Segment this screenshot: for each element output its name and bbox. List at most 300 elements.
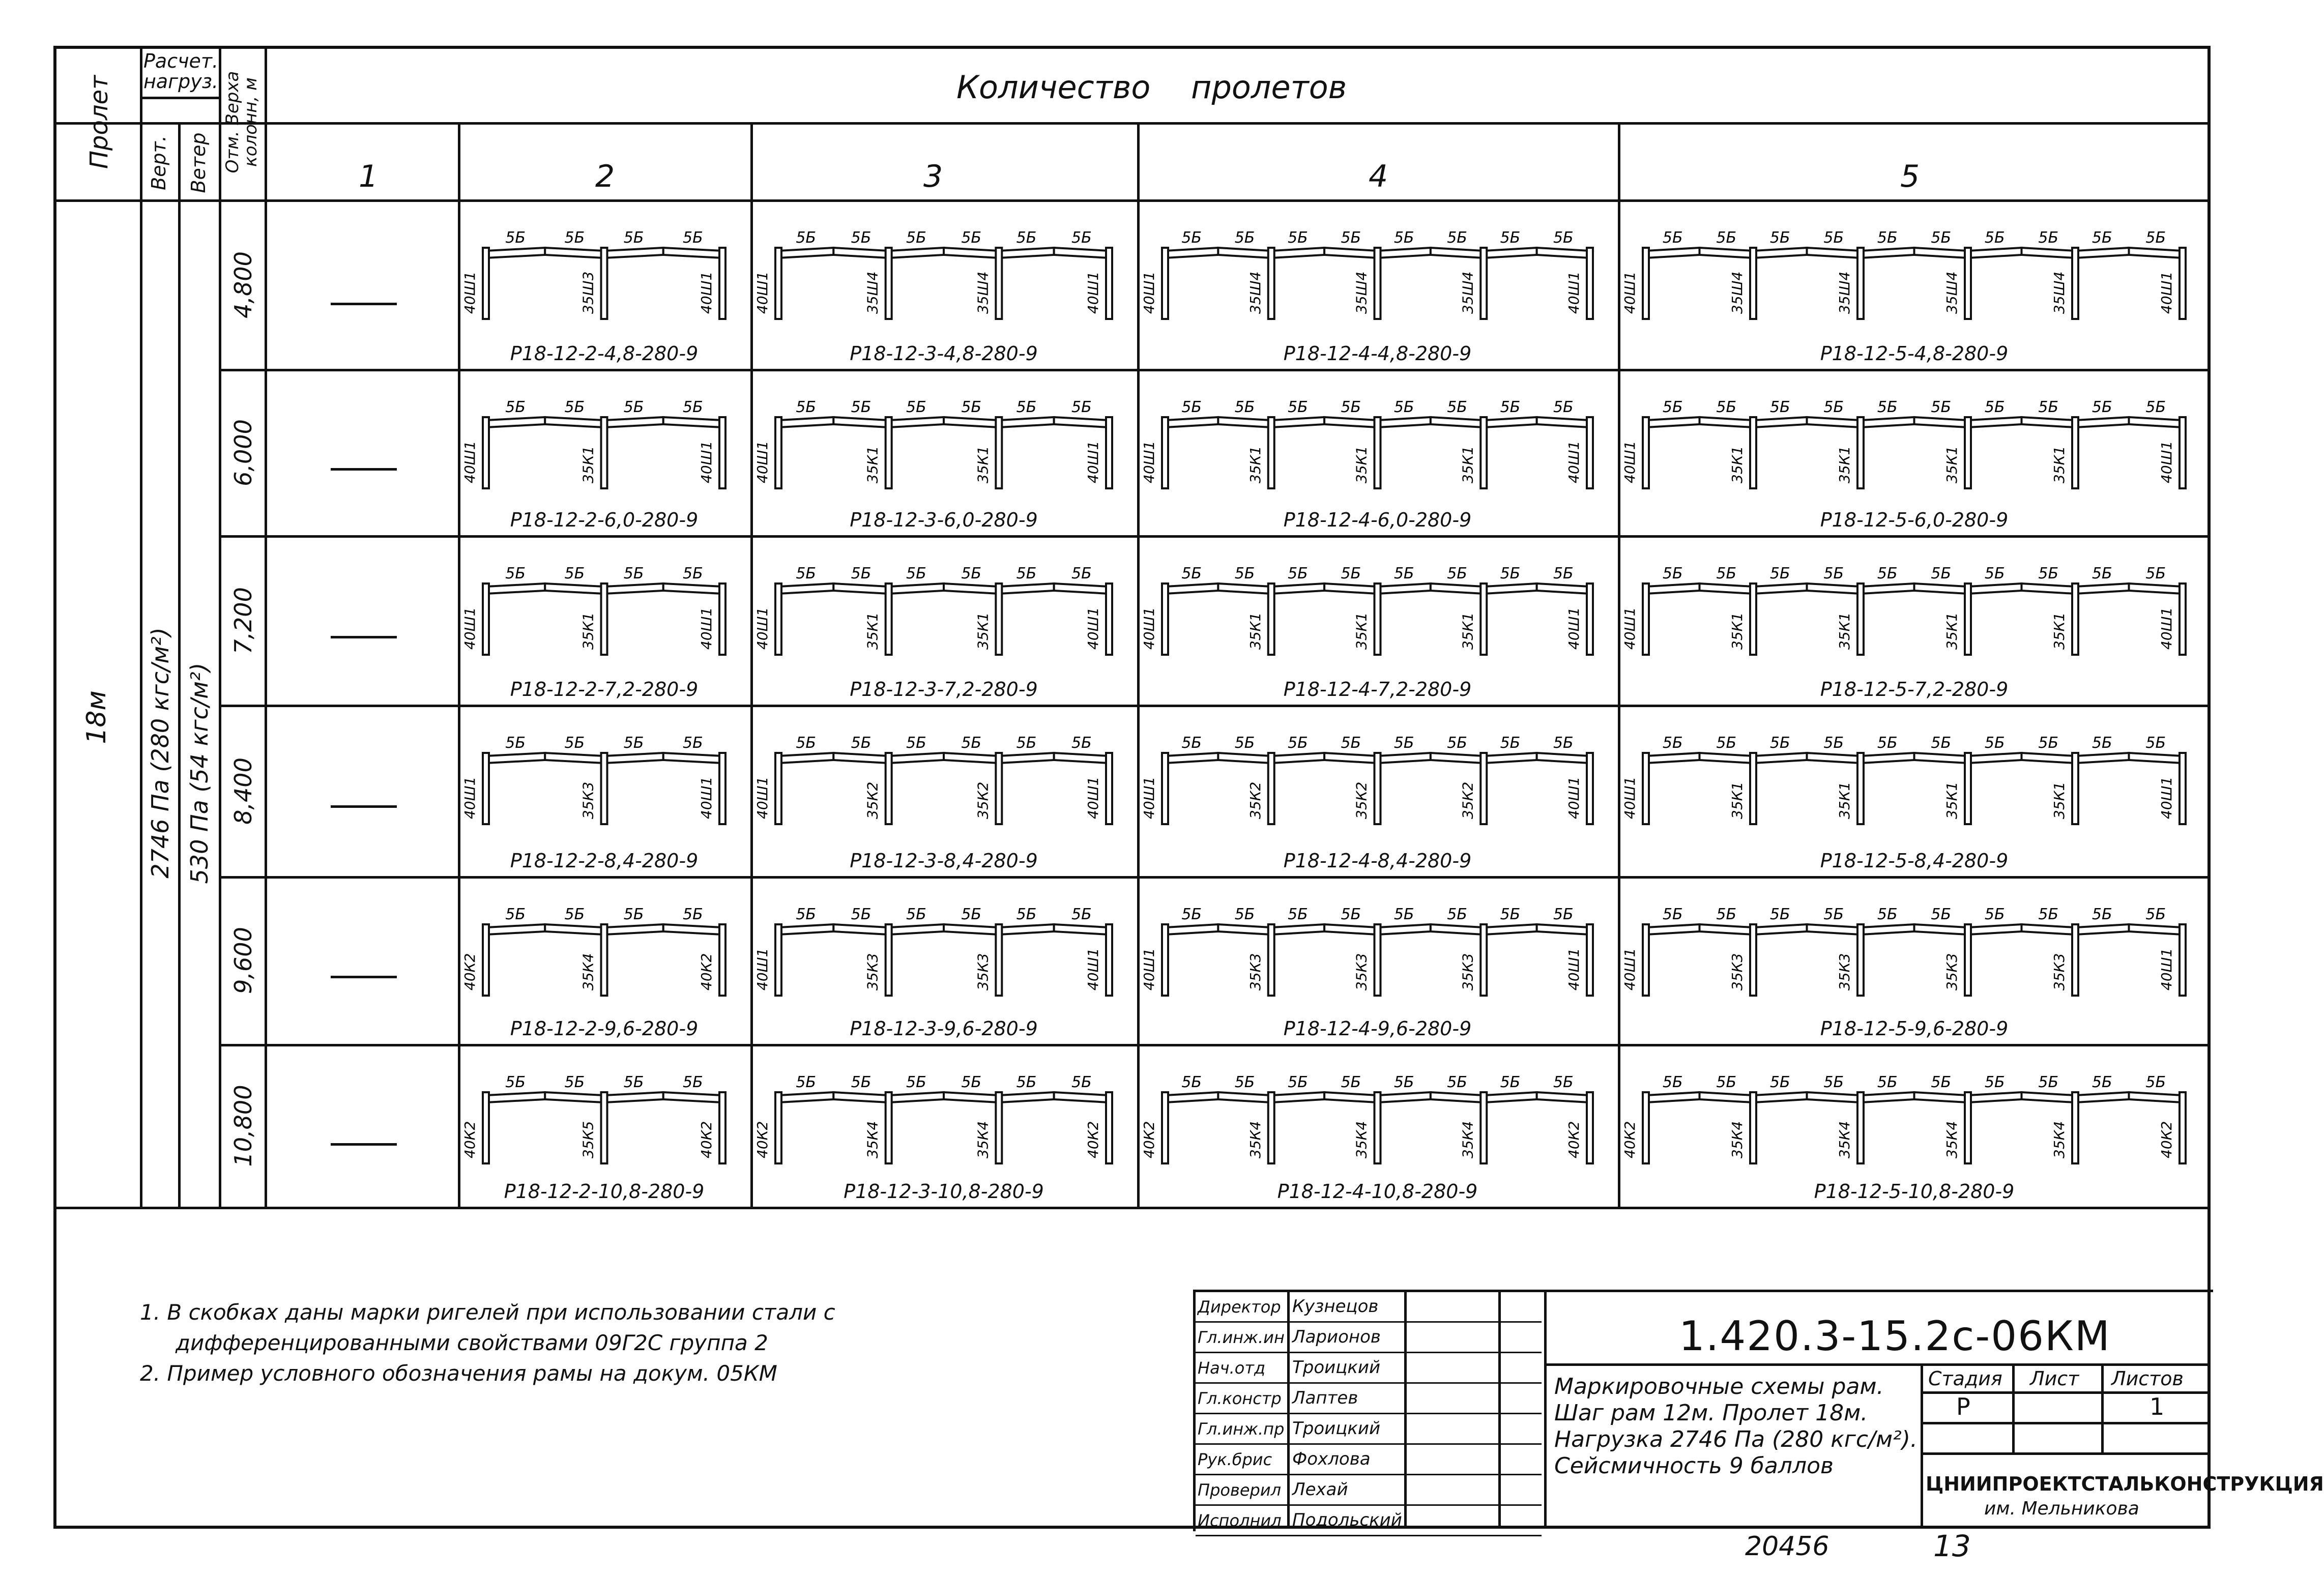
frame-code: Р18-12-4-10,8-280-9 xyxy=(1277,1180,1478,1203)
beam-mark: 5Б xyxy=(1234,229,1255,247)
column-mark: 35К3 xyxy=(1836,953,1853,990)
frame-code: Р18-12-2-6,0-280-9 xyxy=(510,509,699,531)
header-load: Расчет. нагруз. xyxy=(143,50,219,93)
beam-mark: 5Б xyxy=(1234,1073,1255,1091)
column-post xyxy=(1375,924,1381,996)
rafter-beam xyxy=(1378,924,1431,935)
column-post xyxy=(1857,248,1864,319)
description-line: Сейсмичность 9 баллов xyxy=(1554,1453,1834,1479)
rafter-beam xyxy=(1537,417,1590,427)
column-post xyxy=(1750,584,1756,655)
count-1: 1 xyxy=(359,159,379,194)
column-post xyxy=(775,248,781,319)
frame-code: Р18-12-5-9,6-280-9 xyxy=(1820,1017,2009,1040)
frame-code: Р18-12-2-7,2-280-9 xyxy=(510,678,699,701)
column-mark: 35К1 xyxy=(974,446,992,483)
rafter-beam xyxy=(1378,753,1431,763)
rafter-beam xyxy=(1271,584,1324,594)
frame-code: Р18-12-4-7,2-280-9 xyxy=(1283,678,1472,701)
rafter-beam xyxy=(1537,924,1590,935)
beam-mark: 5Б xyxy=(796,906,817,923)
role-label: Директор xyxy=(1198,1297,1281,1317)
rafter-beam xyxy=(2022,248,2076,258)
rafter-beam xyxy=(833,417,888,427)
column-post xyxy=(996,1092,1002,1163)
signature-row xyxy=(1196,1292,1542,1323)
beam-mark: 5Б xyxy=(1662,906,1683,923)
column-mark: 35К1 xyxy=(864,612,881,650)
column-mark: 35К3 xyxy=(864,953,881,990)
column-post xyxy=(1480,248,1487,319)
beam-mark: 5Б xyxy=(906,734,926,752)
column-post xyxy=(1643,1092,1649,1163)
beam-mark: 5Б xyxy=(1769,398,1790,416)
rafter-beam xyxy=(1807,584,1861,594)
column-mark: 40Ш1 xyxy=(754,441,771,483)
rafter-beam xyxy=(999,924,1054,935)
frame-cell xyxy=(1618,199,2211,369)
rafter-beam xyxy=(1218,417,1271,427)
column-mark: 35К1 xyxy=(1836,446,1853,483)
frame-code: Р18-12-3-9,6-280-9 xyxy=(850,1017,1038,1040)
column-mark: 35К3 xyxy=(1246,953,1264,990)
beam-mark: 5Б xyxy=(2038,1073,2059,1091)
beam-mark: 5Б xyxy=(2038,906,2059,923)
column-post xyxy=(1375,1092,1381,1163)
rafter-beam xyxy=(545,248,604,258)
column-mark: 35К1 xyxy=(2051,612,2068,650)
beam-mark: 5Б xyxy=(906,398,926,416)
column-mark: 35Ш4 xyxy=(1353,271,1370,314)
rafter-beam xyxy=(1807,417,1861,427)
column-post xyxy=(1643,417,1649,488)
beam-mark: 5Б xyxy=(1931,229,1952,247)
column-mark: 35К4 xyxy=(1459,1121,1476,1158)
role-label: Гл.инж.пр xyxy=(1198,1419,1285,1439)
frame-code: Р18-12-4-4,8-280-9 xyxy=(1283,342,1472,365)
column-mark: 35К2 xyxy=(864,781,881,819)
column-mark: 35К1 xyxy=(1836,612,1853,650)
column-post xyxy=(483,753,489,824)
beam-mark: 5Б xyxy=(1877,734,1898,752)
header-column-height: Отм. Верха колонн, м xyxy=(222,71,261,173)
role-label: Исполнил xyxy=(1198,1511,1282,1530)
sheets-value: 1 xyxy=(2149,1393,2165,1420)
beam-mark: 5Б xyxy=(683,398,703,416)
rafter-beam xyxy=(663,417,722,427)
rafter-beam xyxy=(889,924,944,935)
column-post xyxy=(1106,417,1112,488)
rafter-beam xyxy=(1218,924,1271,935)
column-mark: 35К1 xyxy=(1729,781,1746,819)
beam-mark: 5Б xyxy=(1393,229,1414,247)
beam-mark: 5Б xyxy=(564,229,585,247)
rafter-beam xyxy=(604,417,663,427)
beam-mark: 5Б xyxy=(1393,734,1414,752)
rafter-beam xyxy=(1753,248,1807,258)
rafter-beam xyxy=(486,753,545,763)
beam-mark: 5Б xyxy=(1016,398,1037,416)
column-mark: 35Ш4 xyxy=(1246,271,1264,314)
column-post xyxy=(2072,584,2078,655)
beam-mark: 5Б xyxy=(1341,565,1361,582)
frame-cell xyxy=(750,535,1137,705)
column-post xyxy=(2180,753,2186,824)
rafter-beam xyxy=(1165,417,1218,427)
single-span-dash xyxy=(331,303,397,305)
rafter-beam xyxy=(889,417,944,427)
frame-code: Р18-12-5-4,8-280-9 xyxy=(1820,342,2009,365)
column-post xyxy=(1480,417,1487,488)
rafter-beam xyxy=(833,924,888,935)
beam-mark: 5Б xyxy=(1288,734,1308,752)
beam-mark: 5Б xyxy=(1447,398,1467,416)
beam-mark: 5Б xyxy=(796,229,817,247)
frame-code: Р18-12-5-8,4-280-9 xyxy=(1820,850,2009,872)
beam-mark: 5Б xyxy=(1500,229,1521,247)
column-mark: 35К1 xyxy=(1353,446,1370,483)
beam-mark: 5Б xyxy=(1662,1073,1683,1091)
rafter-beam xyxy=(1700,417,1754,427)
rafter-beam xyxy=(1054,753,1109,763)
person-name: Лехай xyxy=(1292,1479,1348,1500)
column-post xyxy=(1375,417,1381,488)
frame-code: Р18-12-4-8,4-280-9 xyxy=(1283,850,1472,872)
beam-mark: 5Б xyxy=(564,906,585,923)
header-load-wind: Ветер xyxy=(187,132,210,193)
drawing-description xyxy=(1554,1374,1918,1479)
beam-mark: 5Б xyxy=(2145,1073,2166,1091)
rafter-beam xyxy=(1968,924,2022,935)
column-post xyxy=(1268,1092,1274,1163)
person-name: Кузнецов xyxy=(1292,1296,1379,1317)
rafter-beam xyxy=(2129,584,2183,594)
beam-mark: 5Б xyxy=(683,734,703,752)
column-mark: 40К2 xyxy=(754,1121,771,1158)
column-mark: 40Ш1 xyxy=(2158,776,2175,819)
rafter-beam xyxy=(663,1092,722,1102)
beam-mark: 5Б xyxy=(564,398,585,416)
column-post xyxy=(1965,924,1971,996)
column-post xyxy=(601,753,607,824)
column-post xyxy=(1106,753,1112,824)
frame-code: Р18-12-5-6,0-280-9 xyxy=(1820,509,2009,531)
wind-load: 530 Па (54 кгс/м²) xyxy=(186,662,213,884)
rafter-beam xyxy=(1431,753,1484,763)
column-post xyxy=(996,417,1002,488)
column-mark: 35Ш4 xyxy=(1459,271,1476,314)
column-mark: 35Ш4 xyxy=(1836,271,1853,314)
beam-mark: 5Б xyxy=(2038,398,2059,416)
rafter-beam xyxy=(486,248,545,258)
column-post xyxy=(1643,924,1649,996)
beam-mark: 5Б xyxy=(1823,1073,1844,1091)
column-post xyxy=(719,924,725,996)
column-mark: 35Ш4 xyxy=(1943,271,1960,314)
beam-mark: 5Б xyxy=(623,398,644,416)
column-mark: 40К2 xyxy=(698,953,715,990)
signature-row xyxy=(1196,1353,1542,1384)
count-4: 4 xyxy=(1369,159,1388,194)
column-post xyxy=(1587,1092,1593,1163)
role-label: Гл.инж.ин xyxy=(1198,1328,1285,1347)
column-post xyxy=(2072,417,2078,488)
column-mark: 35К2 xyxy=(974,781,992,819)
beam-mark: 5Б xyxy=(1071,398,1092,416)
column-mark: 40Ш1 xyxy=(1621,271,1638,314)
beam-mark: 5Б xyxy=(1931,398,1952,416)
column-mark: 35К4 xyxy=(1729,1121,1746,1158)
beam-mark: 5Б xyxy=(1341,734,1361,752)
rafter-beam xyxy=(1807,1092,1861,1102)
column-mark: 35К3 xyxy=(974,953,992,990)
rafter-beam xyxy=(778,1092,833,1102)
column-mark: 40Ш1 xyxy=(2158,271,2175,314)
column-mark: 35К3 xyxy=(1729,953,1746,990)
rafter-beam xyxy=(2022,584,2076,594)
sheets-label: Листов xyxy=(2111,1367,2184,1390)
rafter-beam xyxy=(2129,417,2183,427)
column-mark: 40Ш1 xyxy=(1141,776,1157,819)
rafter-beam xyxy=(1054,584,1109,594)
rafter-beam xyxy=(2129,248,2183,258)
frame-code: Р18-12-4-6,0-280-9 xyxy=(1283,509,1472,531)
column-post xyxy=(719,417,725,488)
column-post xyxy=(1375,584,1381,655)
beam-mark: 5Б xyxy=(1553,906,1574,923)
beam-mark: 5Б xyxy=(1234,398,1255,416)
beam-mark: 5Б xyxy=(1877,906,1898,923)
beam-mark: 5Б xyxy=(623,906,644,923)
column-mark: 35К4 xyxy=(1943,1121,1960,1158)
organization-sub: им. Мельникова xyxy=(1984,1498,2139,1519)
page-number: 13 xyxy=(1933,1529,1971,1563)
column-post xyxy=(1643,248,1649,319)
rafter-beam xyxy=(1271,1092,1324,1102)
frame-cell xyxy=(1618,535,2211,705)
beam-mark: 5Б xyxy=(564,734,585,752)
beam-mark: 5Б xyxy=(505,906,526,923)
frame-cell xyxy=(458,369,750,535)
rafter-beam xyxy=(486,417,545,427)
column-mark: 40Ш1 xyxy=(754,948,771,990)
rafter-beam xyxy=(1914,924,1968,935)
column-mark: 35Ш4 xyxy=(974,271,992,314)
rafter-beam xyxy=(778,924,833,935)
column-mark: 35К1 xyxy=(1353,612,1370,650)
column-mark: 40Ш1 xyxy=(461,607,478,650)
beam-mark: 5Б xyxy=(851,565,872,582)
beam-mark: 5Б xyxy=(1984,398,2005,416)
rafter-beam xyxy=(545,417,604,427)
rafter-beam xyxy=(1646,584,1700,594)
column-mark: 40Ш1 xyxy=(1085,607,1101,650)
beam-mark: 5Б xyxy=(1716,1073,1737,1091)
column-mark: 35Ш3 xyxy=(579,271,597,314)
rafter-beam xyxy=(1378,1092,1431,1102)
rafter-beam xyxy=(1537,248,1590,258)
column-post xyxy=(1162,417,1168,488)
column-mark: 35Ш4 xyxy=(2051,271,2068,314)
description-line: Маркировочные схемы рам. xyxy=(1554,1374,1884,1400)
column-post xyxy=(1268,924,1274,996)
height-9600: 9,600 xyxy=(229,927,257,994)
rafter-beam xyxy=(1753,753,1807,763)
rafter-beam xyxy=(545,584,604,594)
beam-mark: 5Б xyxy=(1716,229,1737,247)
column-mark: 40Ш1 xyxy=(754,607,771,650)
rafter-beam xyxy=(833,1092,888,1102)
beam-mark: 5Б xyxy=(961,398,982,416)
signature-row xyxy=(1196,1445,1542,1475)
beam-mark: 5Б xyxy=(1662,565,1683,582)
column-mark: 40Ш1 xyxy=(1565,948,1582,990)
column-post xyxy=(1750,417,1756,488)
column-post xyxy=(1750,753,1756,824)
column-mark: 40К2 xyxy=(1565,1121,1582,1158)
beam-mark: 5Б xyxy=(906,229,926,247)
column-post xyxy=(1965,1092,1971,1163)
column-post xyxy=(483,584,489,655)
column-mark: 40Ш1 xyxy=(1085,441,1101,483)
beam-mark: 5Б xyxy=(796,734,817,752)
beam-mark: 5Б xyxy=(623,1073,644,1091)
column-post xyxy=(601,924,607,996)
column-post xyxy=(996,584,1002,655)
beam-mark: 5Б xyxy=(1447,906,1467,923)
rafter-beam xyxy=(2075,584,2129,594)
beam-mark: 5Б xyxy=(1553,565,1574,582)
column-post xyxy=(2180,417,2186,488)
beam-mark: 5Б xyxy=(906,906,926,923)
rafter-beam xyxy=(1968,248,2022,258)
archive-number: 20456 xyxy=(1745,1531,1829,1562)
column-post xyxy=(996,753,1002,824)
rafter-beam xyxy=(2075,753,2129,763)
column-mark: 40К2 xyxy=(698,1121,715,1158)
rafter-beam xyxy=(2075,417,2129,427)
beam-mark: 5Б xyxy=(1447,1073,1467,1091)
column-mark: 35К3 xyxy=(2051,953,2068,990)
rafter-beam xyxy=(944,924,999,935)
count-3: 3 xyxy=(923,159,943,194)
beam-mark: 5Б xyxy=(623,734,644,752)
rafter-beam xyxy=(1165,248,1218,258)
column-mark: 35К1 xyxy=(1246,446,1264,483)
rafter-beam xyxy=(1753,417,1807,427)
beam-mark: 5Б xyxy=(961,906,982,923)
beam-mark: 5Б xyxy=(1716,734,1737,752)
rafter-beam xyxy=(999,248,1054,258)
rafter-beam xyxy=(1861,417,1914,427)
beam-mark: 5Б xyxy=(851,1073,872,1091)
rafter-beam xyxy=(778,248,833,258)
frame-code: Р18-12-5-10,8-280-9 xyxy=(1814,1180,2015,1203)
column-mark: 40К2 xyxy=(461,1121,478,1158)
beam-mark: 5Б xyxy=(1769,906,1790,923)
column-mark: 35К1 xyxy=(2051,781,2068,819)
column-mark: 35К3 xyxy=(579,781,597,819)
column-mark: 40Ш1 xyxy=(1565,776,1582,819)
column-post xyxy=(775,1092,781,1163)
beam-mark: 5Б xyxy=(1716,906,1737,923)
rafter-beam xyxy=(1646,417,1700,427)
beam-mark: 5Б xyxy=(1500,906,1521,923)
column-post xyxy=(1965,417,1971,488)
count-2: 2 xyxy=(595,159,615,194)
rafter-beam xyxy=(1861,248,1914,258)
beam-mark: 5Б xyxy=(1931,906,1952,923)
rafter-beam xyxy=(1537,1092,1590,1102)
rafter-beam xyxy=(1968,417,2022,427)
column-mark: 40Ш1 xyxy=(698,441,715,483)
note-1: 1. В скобках даны марки ригелей при использовании стали с xyxy=(140,1300,835,1325)
column-post xyxy=(719,248,725,319)
single-span-dash xyxy=(331,805,397,808)
beam-mark: 5Б xyxy=(683,1073,703,1091)
sheet-label: Лист xyxy=(2030,1367,2079,1390)
column-mark: 40Ш1 xyxy=(1565,441,1582,483)
beam-mark: 5Б xyxy=(1823,734,1844,752)
beam-mark: 5Б xyxy=(623,565,644,582)
rafter-beam xyxy=(1861,1092,1914,1102)
beam-mark: 5Б xyxy=(2145,906,2166,923)
beam-mark: 5Б xyxy=(961,734,982,752)
column-post xyxy=(2072,1092,2078,1163)
beam-mark: 5Б xyxy=(961,565,982,582)
column-mark: 35К1 xyxy=(1729,612,1746,650)
span-value: 18м xyxy=(81,690,112,744)
frame-cell xyxy=(1137,1044,1618,1207)
beam-mark: 5Б xyxy=(1877,229,1898,247)
rafter-beam xyxy=(1914,753,1968,763)
column-mark: 35К1 xyxy=(579,446,597,483)
rafter-beam xyxy=(1646,924,1700,935)
column-mark: 35К1 xyxy=(1943,446,1960,483)
rafter-beam xyxy=(1054,1092,1109,1102)
column-post xyxy=(1375,248,1381,319)
column-mark: 35К1 xyxy=(2051,446,2068,483)
beam-mark: 5Б xyxy=(1016,906,1037,923)
column-mark: 40Ш1 xyxy=(1141,607,1157,650)
rafter-beam xyxy=(1054,248,1109,258)
rafter-beam xyxy=(1484,248,1536,258)
rafter-beam xyxy=(1914,1092,1968,1102)
column-post xyxy=(886,248,892,319)
rafter-beam xyxy=(1431,1092,1484,1102)
column-post xyxy=(1375,753,1381,824)
rafter-beam xyxy=(663,924,722,935)
column-post xyxy=(775,753,781,824)
column-post xyxy=(1587,417,1593,488)
beam-mark: 5Б xyxy=(2038,229,2059,247)
beam-mark: 5Б xyxy=(2145,734,2166,752)
column-post xyxy=(719,584,725,655)
beam-mark: 5Б xyxy=(1877,1073,1898,1091)
rafter-beam xyxy=(778,753,833,763)
beam-mark: 5Б xyxy=(1071,734,1092,752)
beam-mark: 5Б xyxy=(1341,229,1361,247)
rafter-beam xyxy=(1431,584,1484,594)
frame-cell xyxy=(750,199,1137,369)
rafter-beam xyxy=(1861,753,1914,763)
beam-mark: 5Б xyxy=(2091,398,2112,416)
rafter-beam xyxy=(1484,584,1536,594)
beam-mark: 5Б xyxy=(961,229,982,247)
rafter-beam xyxy=(944,417,999,427)
rafter-beam xyxy=(1968,753,2022,763)
frame-cell xyxy=(458,705,750,876)
